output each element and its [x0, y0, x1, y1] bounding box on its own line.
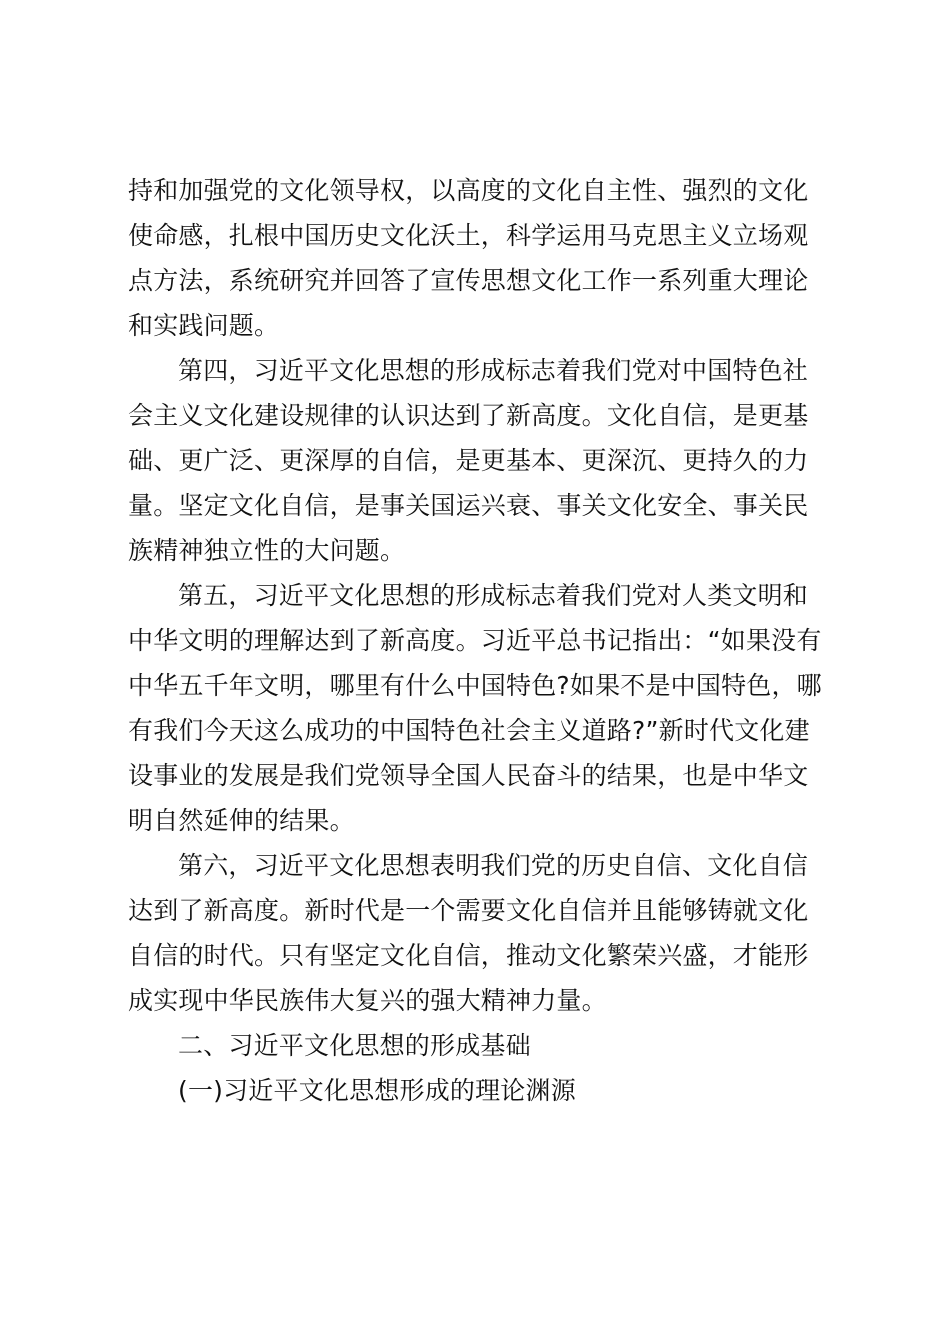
- text-line: 达到了新高度。新时代是一个需要文化自信并且能够铸就文化: [128, 896, 809, 925]
- text-line: 会主义文化建设规律的认识达到了新高度。文化自信，是更基: [128, 401, 809, 430]
- text-line: 设事业的发展是我们党领导全国人民奋斗的结果，也是中华文: [128, 761, 809, 790]
- text-line: 有我们今天这么成功的中国特色社会主义道路?”新时代文化建: [128, 716, 810, 745]
- paragraph-start-line: 第五，习近平文化思想的形成标志着我们党对人类文明和: [178, 581, 809, 610]
- text-line: 成实现中华民族伟大复兴的强大精神力量。: [128, 986, 607, 1015]
- text-line: 量。坚定文化自信，是事关国运兴衰、事关文化安全、事关民: [128, 491, 809, 520]
- text-line: 和实践问题。: [128, 311, 280, 340]
- text-line: 持和加强党的文化领导权，以高度的文化自主性、强烈的文化: [128, 176, 809, 205]
- text-line: 础、更广泛、更深厚的自信，是更基本、更深沉、更持久的力: [128, 446, 809, 475]
- text-line: 使命感，扎根中国历史文化沃土，科学运用马克思主义立场观: [128, 221, 809, 250]
- document-body: [128, 168, 824, 1113]
- text-line: 自信的时代。只有坚定文化自信，推动文化繁荣兴盛，才能形: [128, 941, 809, 970]
- text-line: 明自然延伸的结果。: [128, 806, 355, 835]
- text-line: 点方法，系统研究并回答了宣传思想文化工作一系列重大理论: [128, 266, 809, 295]
- text-line: 中华文明的理解达到了新高度。习近平总书记指出：“如果没有: [128, 626, 822, 655]
- section-heading: 二、习近平文化思想的形成基础: [178, 1031, 531, 1060]
- text-line: 中华五千年文明，哪里有什么中国特色?如果不是中国特色，哪: [128, 671, 822, 700]
- subsection-heading: (一)习近平文化思想形成的理论渊源: [178, 1076, 576, 1105]
- text-line: 族精神独立性的大问题。: [128, 536, 406, 565]
- paragraph-start-line: 第六，习近平文化思想表明我们党的历史自信、文化自信: [178, 851, 809, 880]
- paragraph-start-line: 第四，习近平文化思想的形成标志着我们党对中国特色社: [178, 356, 809, 385]
